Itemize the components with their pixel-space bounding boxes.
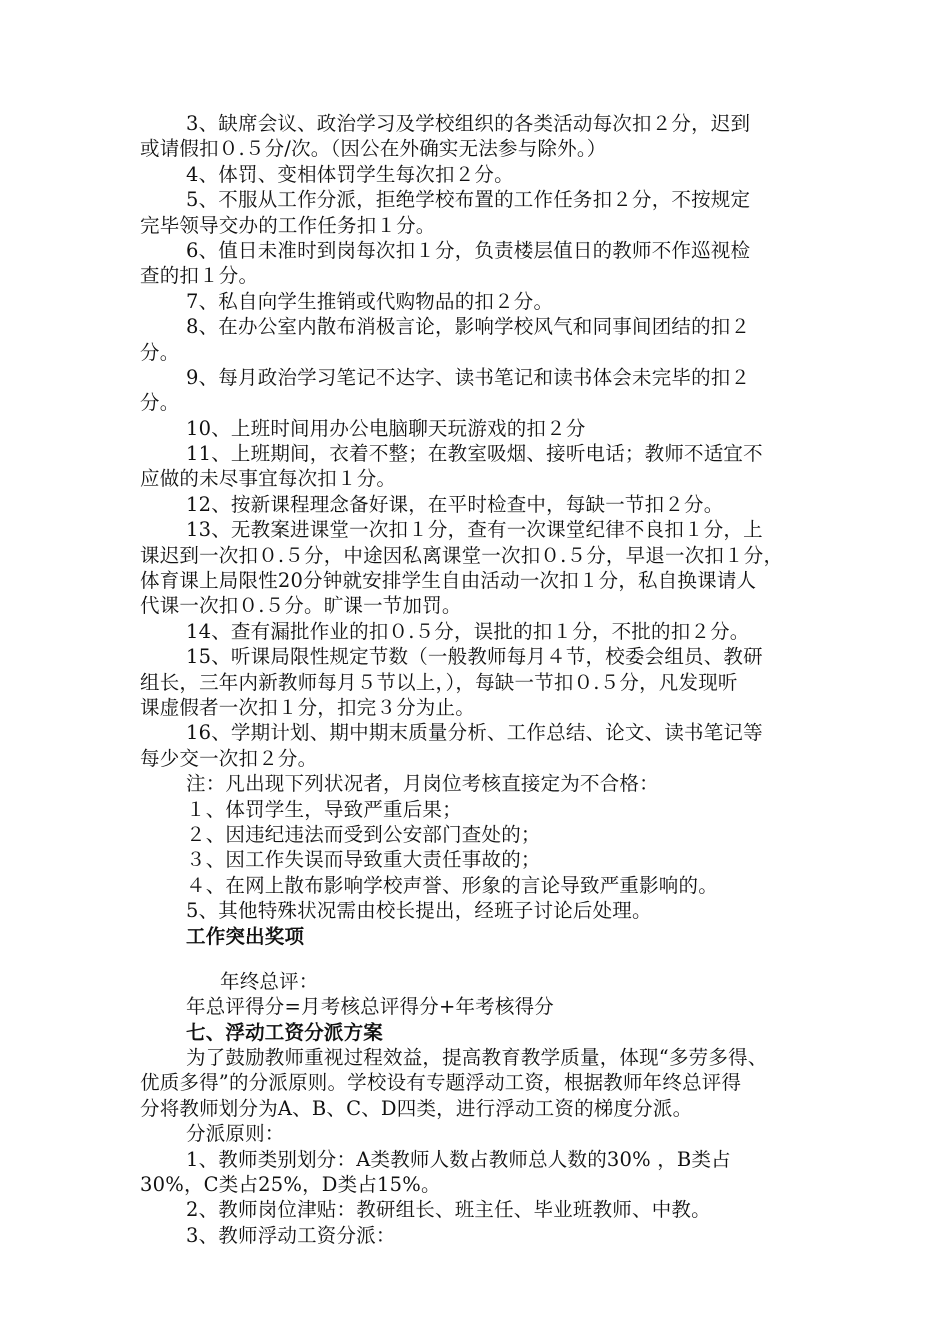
text-line: 9、每月政治学习笔记不达字、读书笔记和读书体会未完毕的扣２ — [186, 365, 751, 389]
text-line: 或请假扣０.５分/次。（因公在外确实无法参与除外。） — [140, 137, 607, 161]
text-line: 1、教师类别划分：A类教师人数占教师总人数的30% ，B类占 — [186, 1147, 731, 1171]
text-line: 13、无教案进课堂一次扣１分，查有一次课堂纪律不良扣１分，上 — [186, 518, 763, 542]
text-line: １、体罚学生，导致严重后果； — [186, 797, 462, 821]
text-line: 代课一次扣０.５分。旷课一节加罚。 — [140, 594, 462, 618]
text-line: 5、不服从工作分派，拒绝学校布置的工作任务扣２分，不按规定 — [186, 188, 751, 212]
text-line: 4、体罚、变相体罚学生每次扣２分。 — [186, 162, 514, 186]
text-line: 16、学期计划、期中期末质量分析、工作总结、论文、读书笔记等 — [186, 721, 763, 745]
text-line: 注：凡出现下列状况者，月岗位考核直接定为不合格： — [186, 772, 659, 796]
text-line: 6、值日未准时到岗每次扣１分，负责楼层值日的教师不作巡视检 — [186, 238, 751, 262]
text-line: 12、按新课程理念备好课，在平时检查中，每缺一节扣２分。 — [186, 492, 724, 516]
text-line: 3、教师浮动工资分派： — [186, 1223, 396, 1247]
text-line: 年终总评： — [220, 969, 319, 993]
text-line: 8、在办公室内散布消极言论，影响学校风气和同事间团结的扣２ — [186, 315, 751, 339]
text-line: 完毕领导交办的工作任务扣１分。 — [140, 213, 436, 237]
text-line: ４、在网上散布影响学校声誉、形象的言论导致严重影响的。 — [186, 873, 718, 897]
text-line: 查的扣１分。 — [140, 264, 259, 288]
text-line: 7、私自向学生推销或代购物品的扣２分。 — [186, 289, 554, 313]
text-line: ２、因违纪违法而受到公安部门查处的； — [186, 822, 541, 846]
text-line: ３、因工作失误而导致重大责任事故的； — [186, 848, 541, 872]
text-line: 应做的未尽事宜每次扣１分。 — [140, 467, 397, 491]
text-line: 分。 — [140, 391, 180, 415]
text-line: 每少交一次扣２分。 — [140, 746, 318, 770]
text-line: 15、听课局限性规定节数（一般教师每月４节，校委会组员、教研 — [186, 645, 763, 669]
section-heading: 七、浮动工资分派方案 — [186, 1020, 384, 1044]
text-line: 3、缺席会议、政治学习及学校组织的各类活动每次扣２分，迟到 — [186, 112, 751, 135]
text-line: 2、教师岗位津贴：教研组长、班主任、毕业班教师、中教。 — [186, 1198, 711, 1222]
text-line: 5、其他特殊状况需由校长提出，经班子讨论后处理。 — [186, 899, 652, 923]
text-line: 年总评得分=月考核总评得分+年考核得分 — [186, 995, 554, 1019]
text-line: 课迟到一次扣０.５分，中途因私离课堂一次扣０.５分，早退一次扣１分， — [140, 543, 784, 567]
text-line: 组长，三年内新教师每月５节以上，），每缺一节扣０.５分，凡发现听 — [140, 670, 738, 694]
text-line: 为了鼓励教师重视过程效益，提高教育教学质量，体现“多劳多得、 — [186, 1046, 768, 1070]
text-line: 分派原则： — [186, 1122, 285, 1146]
text-line: 优质多得”的分派原则。学校设有专题浮动工资，根据教师年终总评得 — [140, 1071, 742, 1095]
paragraph-gap — [140, 949, 840, 969]
text-line: 分将教师划分为A、B、C、D四类，进行浮动工资的梯度分派。 — [140, 1096, 693, 1120]
text-line: 10、上班时间用办公电脑聊天玩游戏的扣２分 — [186, 416, 586, 440]
text-line: 课虚假者一次扣１分，扣完３分为止。 — [140, 695, 475, 719]
text-line: 30%，C类占25%，D类占15%。 — [140, 1173, 441, 1197]
section-heading: 工作突出奖项 — [186, 924, 305, 948]
text-line: 分。 — [140, 340, 180, 364]
document-body — [140, 111, 840, 1248]
text-line: 11、上班期间，衣着不整；在教室吸烟、接听电话；教师不适宜不 — [186, 442, 763, 466]
text-line: 体育课上局限性20分钟就安排学生自由活动一次扣１分，私自换课请人 — [140, 569, 757, 593]
text-line: 14、查有漏批作业的扣０.５分，误批的扣１分，不批的扣２分。 — [186, 619, 750, 643]
